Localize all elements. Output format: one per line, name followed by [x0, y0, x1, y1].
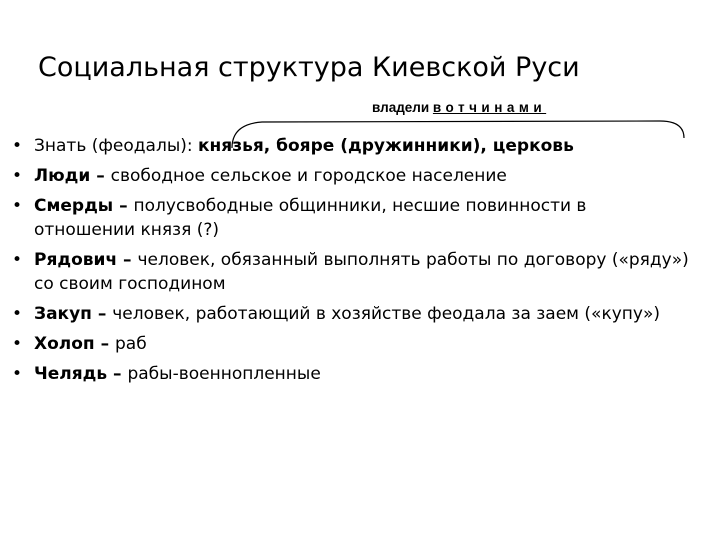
annotation-prefix: владели	[372, 100, 433, 115]
item-term: Холоп	[34, 334, 95, 354]
item-text: человек, обязанный выполнять работы по договору («ряду») со своим господином	[34, 250, 689, 294]
item-term: Смерды	[34, 196, 114, 216]
item-term: Рядович	[34, 250, 118, 270]
bullet-icon: •	[12, 304, 23, 324]
item-separator: –	[117, 250, 138, 270]
bullet-icon: •	[12, 166, 23, 186]
list-item	[12, 362, 692, 386]
item-text: человек, работающий в хозяйстве феодала за заем («купу»)	[112, 304, 660, 324]
bullet-icon: •	[12, 334, 23, 354]
item-term: Закуп	[34, 304, 92, 324]
item-separator: –	[91, 304, 113, 324]
item-text: свободное сельское и городское население	[110, 166, 507, 186]
annotation-emphasis: вотчинами	[432, 100, 547, 115]
item-term: Челядь	[34, 364, 108, 384]
slide-title: Социальная структура Киевской Руси	[38, 52, 580, 83]
list-item	[12, 248, 692, 296]
item-term: Люди	[34, 166, 91, 186]
bullet-icon: •	[12, 364, 23, 384]
item-prefix: Знать (феодалы):	[34, 136, 199, 156]
item-separator: –	[94, 334, 116, 354]
item-separator: –	[90, 166, 111, 186]
item-separator: –	[113, 196, 134, 216]
list-item	[12, 134, 692, 158]
annotation-note	[372, 100, 672, 115]
list-item	[12, 332, 692, 356]
bullet-icon: •	[12, 196, 23, 216]
item-text: раб	[115, 334, 147, 354]
list-item	[12, 302, 692, 326]
list-item	[12, 194, 692, 242]
item-text: полусвободные общинники, несшие повинности в отношении князя (?)	[34, 196, 587, 240]
bullet-list	[12, 134, 692, 392]
bullet-icon: •	[12, 250, 23, 270]
item-text: рабы-военнопленные	[127, 364, 321, 384]
item-separator: –	[107, 364, 128, 384]
item-term: князья, бояре (дружинники), церковь	[198, 136, 574, 156]
bullet-icon: •	[12, 136, 23, 156]
list-item	[12, 164, 692, 188]
